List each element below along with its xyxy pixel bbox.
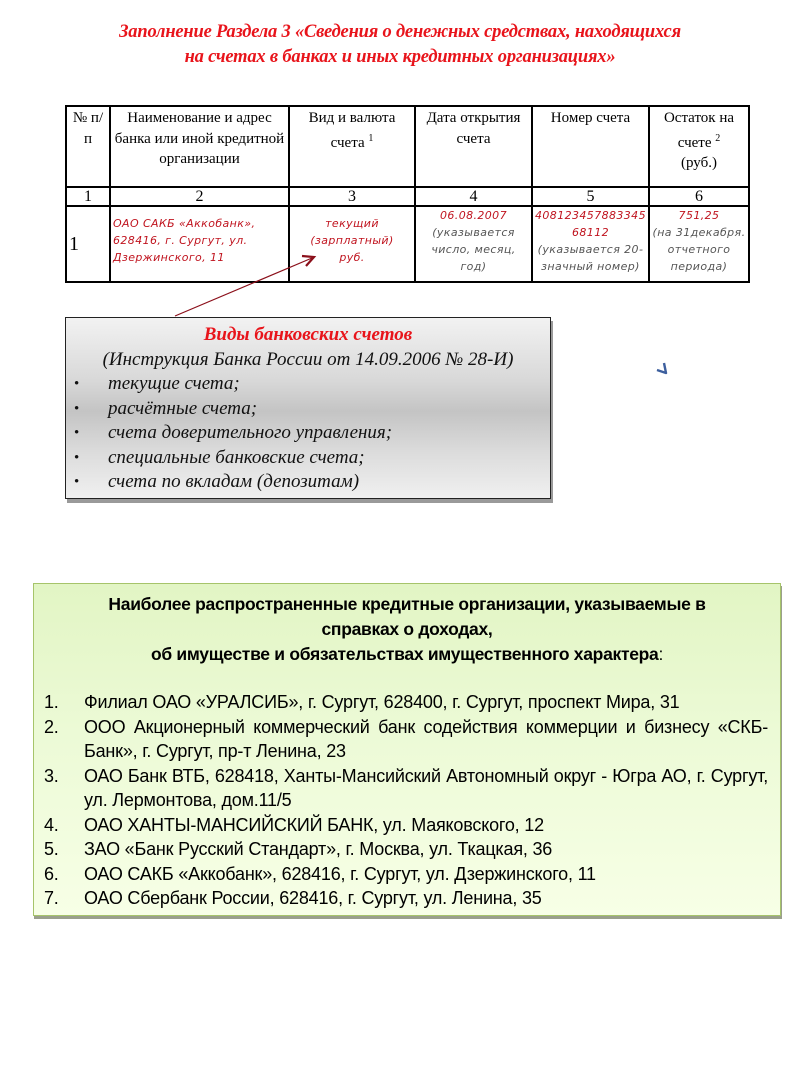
account-types-title: Виды банковских счетов xyxy=(203,324,413,345)
arrow-line xyxy=(175,258,312,316)
title-line-1: Заполнение Раздела 3 «Сведения о денежных средствах, находящихся xyxy=(119,22,681,42)
list-item: 5. ЗАО «Банк Русский Стандарт», г. Москва, ул. Ткацкая, 36 xyxy=(44,839,553,859)
column-number: 5 xyxy=(532,187,649,206)
row-account-number: 40812345788334568112 (указывается 20-значный номер) xyxy=(532,206,649,282)
header-bank: Наименование и адрес банка или иной кредитной организации xyxy=(110,106,289,187)
footnote-2: 2 xyxy=(715,132,721,144)
account-types-subtitle: (Инструкция Банка России от 14.09.2006 № 28-И) xyxy=(102,348,514,370)
header-number: № п/п xyxy=(66,106,110,187)
column-number: 6 xyxy=(649,187,749,206)
row-account-type: текущий (зарплатный) руб. xyxy=(289,206,415,282)
list-item: • текущие счета; xyxy=(66,372,550,397)
pointer-arrow xyxy=(0,0,800,330)
bullet-icon: • xyxy=(74,449,80,466)
list-item: • специальные банковские счета; xyxy=(66,446,550,471)
banks-box xyxy=(33,583,781,916)
list-item: 2. ООО Акционерный коммерческий банк содействия коммерции и бизнесу «СКБ-Банк», г. Сургут, пр-т Ленина, 23 xyxy=(44,716,768,761)
header-open-date: Дата открытия счета xyxy=(415,106,532,187)
column-number: 1 xyxy=(66,187,110,206)
account-types-box xyxy=(65,317,551,499)
column-number: 4 xyxy=(415,187,532,206)
bullet-icon: • xyxy=(74,425,80,441)
bullet-icon: • xyxy=(74,400,80,417)
bullet-icon: • xyxy=(74,474,80,490)
banks-title: Наиболее распространенные кредитные организации, указываемые в справках о доходах, об имуществе и обязательствах имущественного характера: xyxy=(108,594,706,664)
account-types-list xyxy=(66,372,550,495)
banks-list xyxy=(34,690,780,911)
list-item: • расчётные счета; xyxy=(66,397,550,422)
column-number: 2 xyxy=(110,187,289,206)
list-item: 7. ОАО Сбербанк России, 628416, г. Сургут, ул. Ленина, 35 xyxy=(44,888,542,908)
list-item: 4. ОАО ХАНТЫ-МАНСИЙСКИЙ БАНК, ул. Маяковского, 12 xyxy=(44,814,544,835)
list-item: 1. Филиал ОАО «УРАЛСИБ», г. Сургут, 628400, г. Сургут, проспект Мира, 31 xyxy=(44,692,680,712)
header-account-number: Номер счета xyxy=(532,106,649,187)
footnote-1: 1 xyxy=(368,132,374,144)
title-line-2: на счетах в банках и иных кредитных организациях» xyxy=(184,47,616,67)
row-index: 1 xyxy=(66,206,110,282)
list-item: • счета по вкладам (депозитам) xyxy=(66,470,550,495)
row-open-date: 06.08.2007 (указывается число, месяц, год) xyxy=(415,206,532,282)
row-bank: ОАО САКБ «Аккобанк», 628416, г. Сургут, ул. Дзержинского, 11 xyxy=(110,206,289,282)
bullet-icon: • xyxy=(74,376,80,392)
check-mark-icon xyxy=(654,360,674,380)
row-balance: 751,25 (на 31декабря. отчетного периода) xyxy=(649,206,749,282)
header-account-type: Вид и валюта счета $^1$ xyxy=(289,106,415,187)
header-balance: Остаток на счете $^2$ (руб.) xyxy=(649,106,749,187)
column-number: 3 xyxy=(289,187,415,206)
list-item: • счета доверительного управления; xyxy=(66,421,550,446)
list-item: 6. ОАО САКБ «Аккобанк», 628416, г. Сургут, ул. Дзержинского, 11 xyxy=(44,863,596,884)
list-item: 3. ОАО Банк ВТБ, 628418, Ханты-Мансийский Автономный округ - Югра АО, г. Сургут, ул. Лермонтова, дом.11/5 xyxy=(44,765,768,810)
